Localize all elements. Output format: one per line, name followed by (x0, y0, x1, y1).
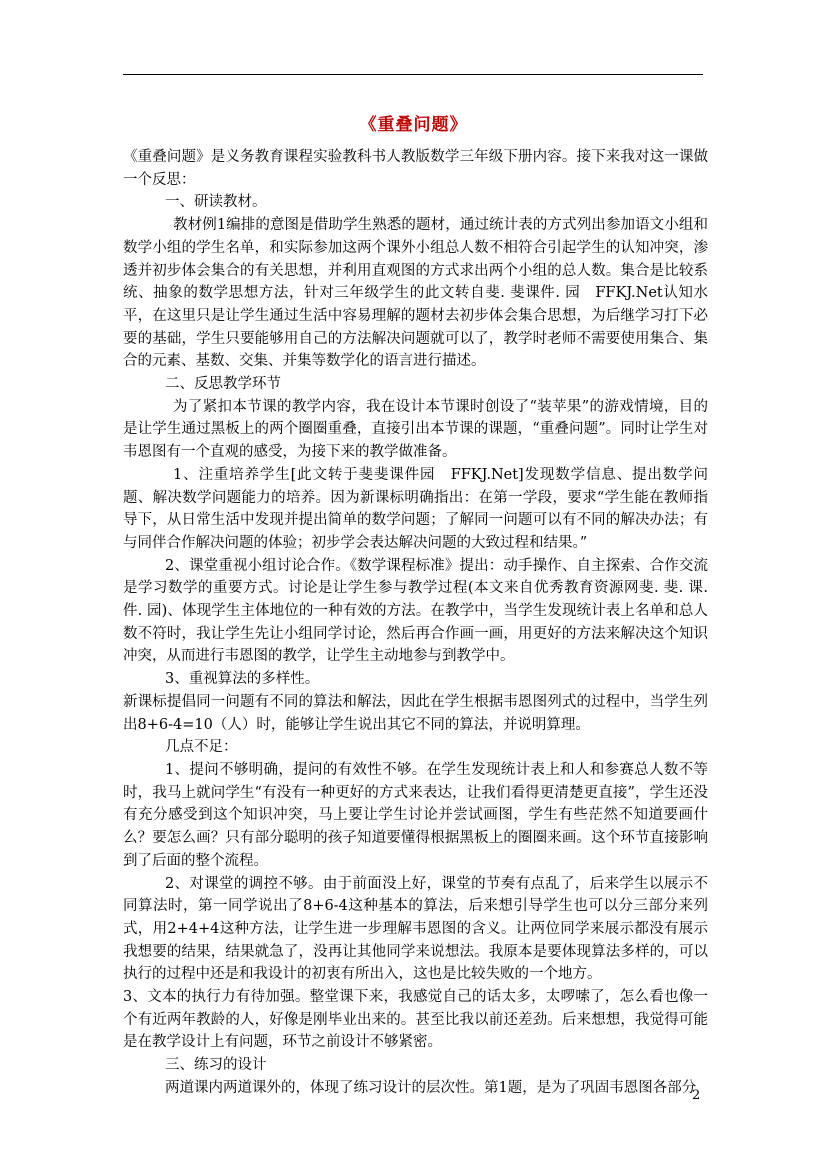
body-paragraph: 2、对课堂的调控不够。由于前面没上好，课堂的节奏有点乱了，后来学生以展示不同算法时，第一同学说出了8+6-4这种基本的算法，后来想引导学生也可以分三部分来列式，用2+4+4这种方法，让学生进一步理解韦恩图的含义。让两位同学来展示都没有展示我想要的结果，结果就急了，没再让其他同学来说想法。我原本是要体现算法多样的，可以执行的过程中还是和我设计的初衷有所出入，这也是比较失败的一个地方。 (123, 875, 708, 983)
body-paragraph: 3、文本的执行力有待加强。整堂课下来，我感觉自己的话太多，太啰嗦了，怎么看也像一个有近两年教龄的人，好像是刚毕业出来的。甚至比我以前还差劲。后来想想，我觉得可能是在教学设计上有问题，环节之前设计不够紧密。 (123, 989, 708, 1051)
section-heading: 几点不足： (165, 739, 238, 756)
section-heading: 3、重视算法的多样性。 (165, 671, 320, 688)
page-number: 2 (692, 1088, 701, 1103)
body-paragraph: 1、提问不够明确，提问的有效性不够。在学生发现统计表上和人和参赛总人数不等时，我马上就问学生“有没有一种更好的方式来表达，让我们看得更清楚更直接”，学生还没有充分感受到这个知识冲突，马上要让学生讨论并尝试画图，学生有些茫然不知道要画什么？要怎么画？只有部分聪明的孩子知道要懂得根据黑板上的圈圈来画。这个环节直接影响到了后面的整个流程。 (123, 761, 708, 869)
body-paragraph: 2、课堂重视小组讨论合作。《数学课程标准》提出：动手操作、自主探索、合作交流是学习数学的重要方式。讨论是让学生参与教学过程(本文来自优秀教育资源网斐. 斐. 课. 件. 园)、体现学生主体地位的一种有效的方法。在教学中，当学生发现统计表上名单和总人数不符时，我让学生先让小组同学讨论，然后再合作画一画，用更好的方法来解决这个知识冲突，从而进行韦恩图的教学，让学生主动地参与到教学中。 (123, 557, 708, 665)
header-rule (123, 74, 703, 75)
body-paragraph: 1、注重培养学生[此文转于斐斐课件园 FFKJ.Net]发现数学信息、提出数学问题、解决数学问题能力的培养。因为新课标明确指出：在第一学段，要求“学生能在教师指导下，从日常生活中发现并提出简单的数学问题；了解同一问题可以有不同的解决办法；有与同伴合作解决问题的体验；初步学会表达解决问题的大致过程和结果。” (123, 466, 708, 551)
document-title: 《重叠问题》 (359, 115, 468, 135)
body-paragraph: 两道课内两道课外的，体现了练习设计的层次性。第1题，是为了巩固韦恩图各部分 (165, 1079, 697, 1096)
body-paragraph: 为了紧扣本节课的教学内容，我在设计本节课时创设了“装苹果”的游戏情境，目的是让学生通过黑板上的两个圈圈重叠，直接引出本节课的课题，“重叠问题”。同时让学生对韦恩图有一个直观的感受，为接下来的教学做准备。 (123, 398, 708, 461)
section-heading: 一、研读教材。 (165, 194, 267, 211)
section-heading: 二、反思教学环节 (165, 376, 281, 393)
body-paragraph: 新课标提倡同一问题有不同的算法和解法，因此在学生根据韦恩图列式的过程中，当学生列出8+6-4=10（人）时，能够让学生说出其它不同的算法，并说明算理。 (123, 693, 708, 733)
body-paragraph: 《重叠问题》是义务教育课程实验教科书人教版数学三年级下册内容。接下来我对这一课做一个反思： (123, 149, 708, 188)
body-paragraph: 教材例1编排的意图是借助学生熟悉的题材，通过统计表的方式列出参加语文小组和数学小组的学生名单，和实际参加这两个课外小组总人数不相符合引起学生的认知冲突，渗透并初步体会集合的有关思想，并利用直观图的方式求出两个小组的总人数。集合是比较系统、抽象的数学思想方法，针对三年级学生的此文转自斐. 斐课件. 园 FFKJ.Net认知水平，在这里只是让学生通过生活中容易理解的题材去初步体会集合思想，为后继学习打下必要的基础，学生只要能够用自己的方法解决问题就可以了，教学时老师不需要使用集合、集合的元素、基数、交集、并集等数学化的语言进行描述。 (123, 217, 708, 370)
document-body (123, 146, 708, 1100)
section-heading: 三、练习的设计 (165, 1057, 267, 1074)
